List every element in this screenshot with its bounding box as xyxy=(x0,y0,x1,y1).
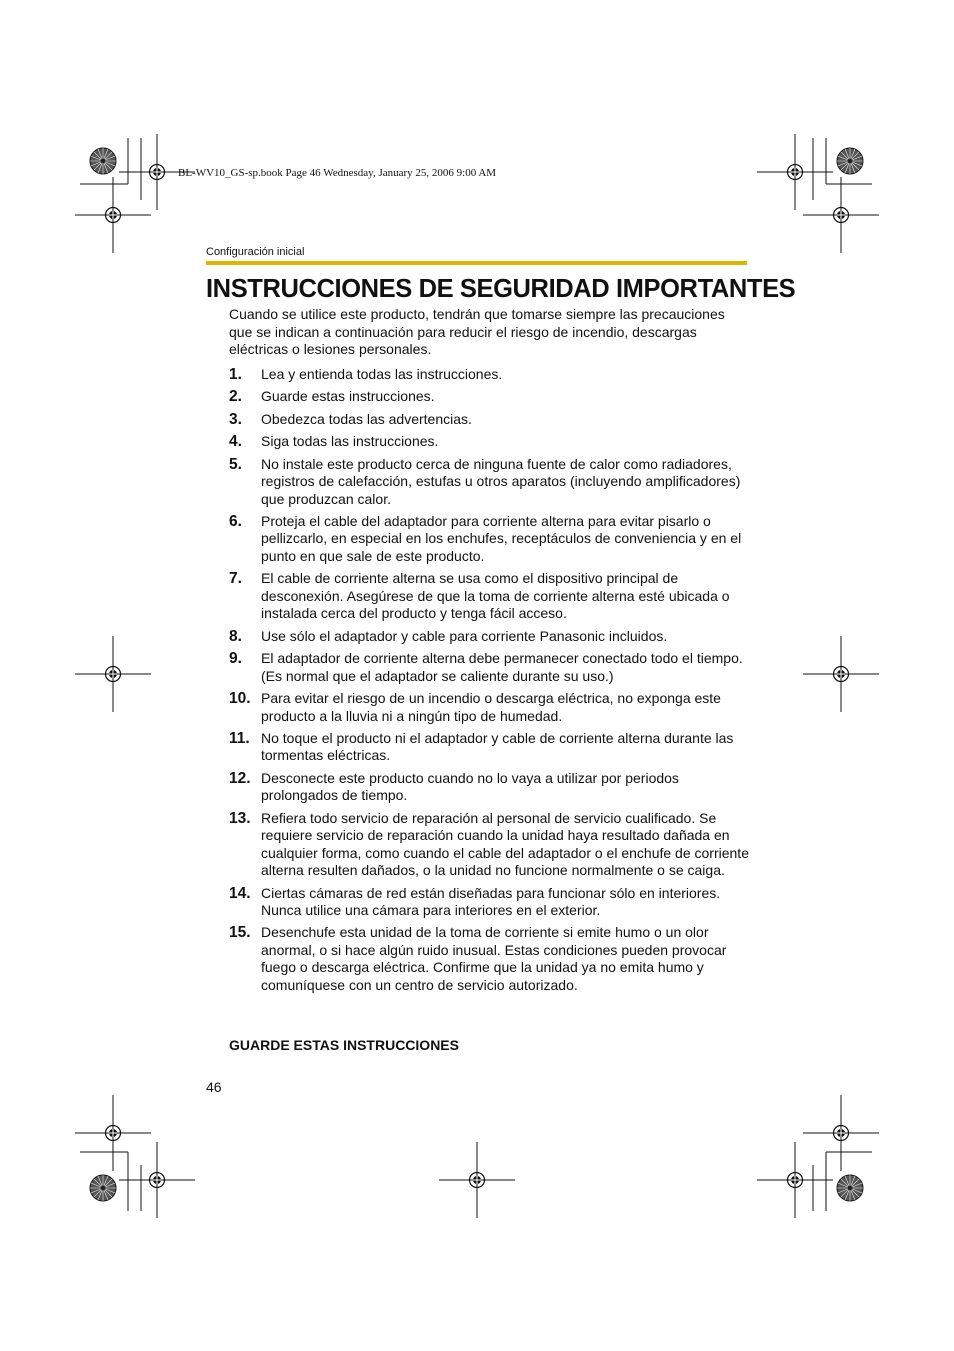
item-text: Ciertas cámaras de red están diseñadas para funcionar sólo en interiores. Nunca utilice una cámara para interiores en el exterior. xyxy=(261,884,721,919)
item-text: El cable de corriente alterna se usa como el dispositivo principal de desconexión. Asegúrese de que la toma de corriente alterna esté ubicada o instalada cerca del producto y tenga fácil acceso. xyxy=(261,570,730,622)
item-text: Desenchufe esta unidad de la toma de corriente si emite humo o un olor anormal, o si hace algún ruido inusual. Estas condiciones pueden provocar fuego o descarga eléctrica. Confirme que la unidad ya no emita humo y comuníquese con un centro de servicio autorizado. xyxy=(261,924,727,993)
item-number: 4. xyxy=(229,433,242,451)
header-rule xyxy=(206,261,747,265)
item-text: Desconecte este producto cuando no lo vaya a utilizar por periodos prolongados de tiempo. xyxy=(261,769,679,804)
item-text: Use sólo el adaptador y cable para corriente Panasonic incluidos. xyxy=(261,627,668,644)
registration-crosshair-icon xyxy=(119,1142,195,1218)
item-number: 10. xyxy=(229,690,251,708)
intro-paragraph: Cuando se utilice este producto, tendrán que tomarse siempre las precauciones que se indican a continuación para reducir el riesgo de incendio, descargas eléctricas o lesiones personales. xyxy=(229,306,725,357)
section-label: Configuración inicial xyxy=(206,246,305,258)
item-text: No toque el producto ni el adaptador y cable de corriente alterna durante las tormentas eléctricas. xyxy=(261,729,734,764)
list-item xyxy=(229,433,753,451)
list-item xyxy=(229,628,753,646)
registration-star-icon xyxy=(90,1175,116,1201)
item-number: 7. xyxy=(229,570,242,588)
registration-star-icon xyxy=(837,1175,863,1201)
item-number: 15. xyxy=(229,924,251,942)
list-item xyxy=(229,770,753,805)
list-item xyxy=(229,366,753,384)
item-text: Obedezca todas las advertencias. xyxy=(261,410,472,427)
registration-crosshair-icon xyxy=(439,1142,515,1218)
item-number: 6. xyxy=(229,512,242,530)
item-text: Guarde estas instrucciones. xyxy=(261,388,435,405)
item-text: Siga todas las instrucciones. xyxy=(261,433,439,450)
list-item xyxy=(229,411,753,429)
closing-heading: GUARDE ESTAS INSTRUCCIONES xyxy=(229,1037,459,1053)
registration-crosshair-icon xyxy=(75,177,151,253)
item-number: 13. xyxy=(229,809,251,827)
item-number: 14. xyxy=(229,884,251,902)
item-text: El adaptador de corriente alterna debe permanecer conectado todo el tiempo. (Es normal que el adaptador se caliente durante su uso.) xyxy=(261,650,743,684)
page-title: INSTRUCCIONES DE SEGURIDAD IMPORTANTES xyxy=(206,275,796,303)
registration-crosshair-icon xyxy=(803,1095,879,1171)
instruction-list xyxy=(229,366,753,999)
list-item xyxy=(229,885,753,920)
list-item xyxy=(229,456,753,509)
item-text: Refiera todo servicio de reparación al personal de servicio cualificado. Se requiere servicio de reparación cuando la unidad haya resultado dañada en cualquier forma, como cuando el cable del adaptador o el enchufe de corriente alterna resulten dañados, o la unidad no funcione normalmente o se caiga. xyxy=(261,809,749,879)
list-item xyxy=(229,730,753,765)
list-item xyxy=(229,810,753,880)
item-number: 5. xyxy=(229,455,242,473)
registration-crosshair-icon xyxy=(757,1142,833,1218)
list-item xyxy=(229,924,753,994)
list-item xyxy=(229,570,753,623)
registration-crosshair-icon xyxy=(75,1095,151,1171)
item-text: Lea y entienda todas las instrucciones. xyxy=(261,366,503,382)
item-number: 1. xyxy=(229,366,242,383)
list-item xyxy=(229,388,753,406)
list-item xyxy=(229,650,753,685)
item-text: Para evitar el riesgo de un incendio o descarga eléctrica, no exponga este producto a la lluvia ni a ningún tipo de humedad. xyxy=(261,690,721,724)
item-text: No instale este producto cerca de ninguna fuente de calor como radiadores, registros de calefacción, estufas u otros aparatos (incluyendo amplificadores) que produzcan calor. xyxy=(261,455,741,507)
list-item xyxy=(229,513,753,566)
item-text: Proteja el cable del adaptador para corriente alterna para evitar pisarlo o pellizcarlo, en especial en los enchufes, receptáculos de conveniencia y en el punto en que sale de este producto. xyxy=(261,512,742,564)
list-item xyxy=(229,690,753,725)
item-number: 3. xyxy=(229,410,242,428)
item-number: 12. xyxy=(229,769,251,787)
registration-crosshair-icon xyxy=(757,134,833,210)
print-header: BL-WV10_GS-sp.book Page 46 Wednesday, January 25, 2006 9:00 AM xyxy=(178,167,497,179)
registration-star-icon xyxy=(90,148,116,174)
registration-crosshair-icon xyxy=(75,636,151,712)
item-number: 8. xyxy=(229,627,242,645)
item-number: 11. xyxy=(229,729,250,747)
registration-crosshair-icon xyxy=(803,177,879,253)
item-number: 2. xyxy=(229,388,242,406)
page-number: 46 xyxy=(206,1079,222,1095)
registration-crosshair-icon xyxy=(803,636,879,712)
item-number: 9. xyxy=(229,650,242,668)
registration-star-icon xyxy=(837,148,863,174)
